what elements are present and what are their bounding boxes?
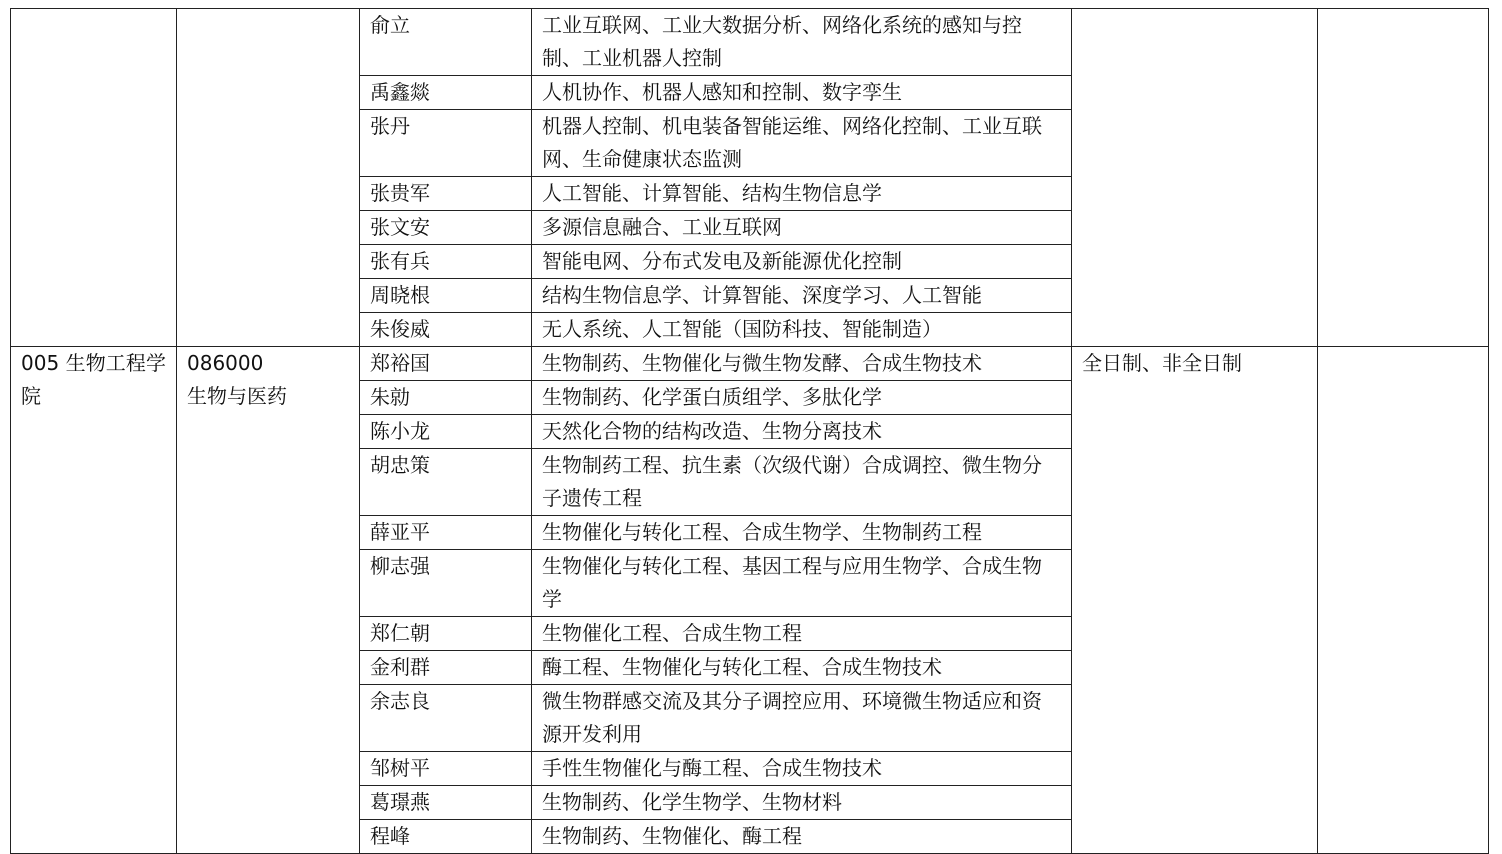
research-direction: 微生物群感交流及其分子调控应用、环境微生物适应和资源开发利用 — [532, 685, 1072, 752]
research-direction: 机器人控制、机电装备智能运维、网络化控制、工业互联网、生命健康状态监测 — [532, 110, 1072, 177]
research-direction: 手性生物催化与酶工程、合成生物技术 — [532, 752, 1072, 786]
research-direction: 生物制药工程、抗生素（次级代谢）合成调控、微生物分子遗传工程 — [532, 449, 1072, 516]
research-direction: 生物催化与转化工程、合成生物学、生物制药工程 — [532, 516, 1072, 550]
advisor-name: 周晓根 — [360, 279, 532, 313]
advisor-name: 张有兵 — [360, 245, 532, 279]
advisor-table — [10, 8, 1489, 854]
advisor-name: 陈小龙 — [360, 415, 532, 449]
major-code: 086000 — [187, 351, 264, 375]
advisor-name: 张丹 — [360, 110, 532, 177]
research-direction: 生物催化工程、合成生物工程 — [532, 617, 1072, 651]
research-direction: 生物制药、化学生物学、生物材料 — [532, 786, 1072, 820]
table-row — [11, 347, 1489, 381]
advisor-name: 朱勍 — [360, 381, 532, 415]
school-cell — [11, 9, 177, 347]
advisor-name: 郑仁朝 — [360, 617, 532, 651]
major-cell — [177, 9, 360, 347]
major-cell — [177, 347, 360, 854]
advisor-name: 薛亚平 — [360, 516, 532, 550]
research-direction: 生物制药、生物催化、酶工程 — [532, 820, 1072, 854]
research-direction: 无人系统、人工智能（国防科技、智能制造） — [532, 313, 1072, 347]
advisor-name: 胡忠策 — [360, 449, 532, 516]
study-mode-cell — [1072, 9, 1318, 347]
major-name: 生物与医药 — [187, 384, 287, 408]
advisor-name: 金利群 — [360, 651, 532, 685]
research-direction: 多源信息融合、工业互联网 — [532, 211, 1072, 245]
research-direction: 生物制药、化学蛋白质组学、多肽化学 — [532, 381, 1072, 415]
advisor-name: 禹鑫燚 — [360, 76, 532, 110]
research-direction: 结构生物信息学、计算智能、深度学习、人工智能 — [532, 279, 1072, 313]
advisor-name: 俞立 — [360, 9, 532, 76]
research-direction: 人机协作、机器人感知和控制、数字孪生 — [532, 76, 1072, 110]
advisor-name: 余志良 — [360, 685, 532, 752]
advisor-name: 朱俊威 — [360, 313, 532, 347]
research-direction: 工业互联网、工业大数据分析、网络化系统的感知与控制、工业机器人控制 — [532, 9, 1072, 76]
note-cell — [1318, 347, 1489, 854]
research-direction: 人工智能、计算智能、结构生物信息学 — [532, 177, 1072, 211]
research-direction: 酶工程、生物催化与转化工程、合成生物技术 — [532, 651, 1072, 685]
advisor-name: 张文安 — [360, 211, 532, 245]
advisor-name: 邹树平 — [360, 752, 532, 786]
research-direction: 生物催化与转化工程、基因工程与应用生物学、合成生物学 — [532, 550, 1072, 617]
research-direction: 生物制药、生物催化与微生物发酵、合成生物技术 — [532, 347, 1072, 381]
advisor-name: 郑裕国 — [360, 347, 532, 381]
research-direction: 智能电网、分布式发电及新能源优化控制 — [532, 245, 1072, 279]
school-cell: 005 生物工程学院 — [11, 347, 177, 854]
advisor-name: 程峰 — [360, 820, 532, 854]
research-direction: 天然化合物的结构改造、生物分离技术 — [532, 415, 1072, 449]
table-row — [11, 9, 1489, 76]
note-cell — [1318, 9, 1489, 347]
advisor-name: 柳志强 — [360, 550, 532, 617]
advisor-name: 葛璟燕 — [360, 786, 532, 820]
advisor-name: 张贵军 — [360, 177, 532, 211]
study-mode-cell: 全日制、非全日制 — [1072, 347, 1318, 854]
